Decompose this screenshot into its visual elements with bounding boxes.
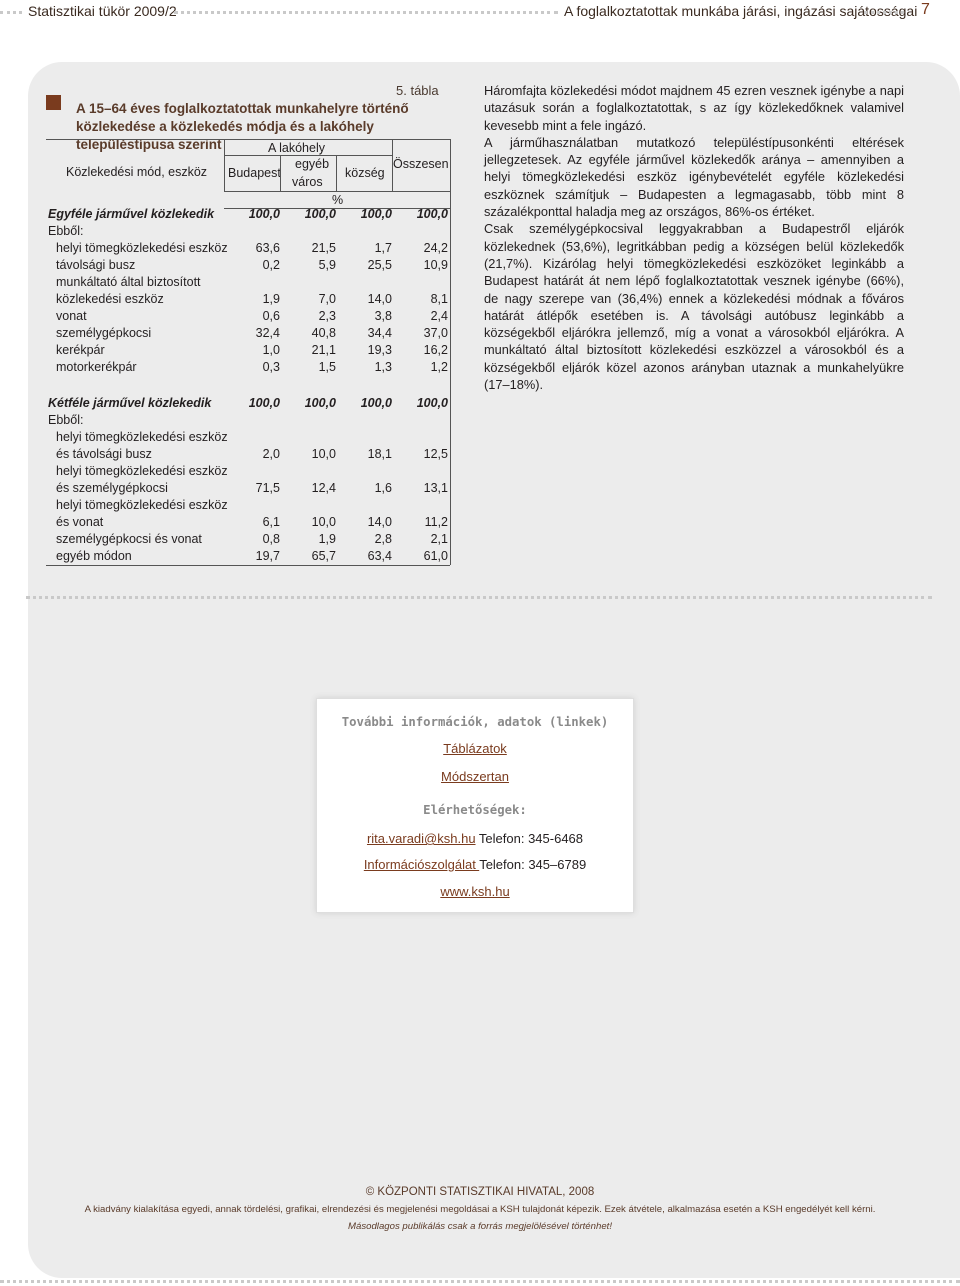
cell-value: 1,7 — [374, 241, 392, 255]
table-row — [48, 413, 448, 430]
cell-value: 18,1 — [367, 447, 392, 461]
cell-value: 71,5 — [255, 481, 280, 495]
row-label: közlekedési eszköz — [56, 292, 164, 306]
row-label: helyi tömegközlekedési eszköz — [56, 498, 228, 512]
header-dots-right — [864, 11, 904, 14]
row-label: helyi tömegközlekedési eszköz — [56, 430, 228, 444]
cell-value: 100,0 — [304, 396, 336, 410]
cell-value: 10,9 — [423, 258, 448, 272]
cell-value: 2,8 — [374, 532, 392, 546]
table-row — [48, 549, 448, 566]
cell-value: 1,2 — [430, 360, 448, 374]
cell-value: 6,1 — [262, 515, 280, 529]
link-modszertan[interactable]: Módszertan — [441, 769, 509, 784]
cell-value: 100,0 — [360, 396, 392, 410]
cell-value: 63,6 — [255, 241, 280, 255]
unit-label: % — [332, 193, 344, 207]
cell-value: 13,1 — [423, 481, 448, 495]
table-row — [48, 326, 448, 343]
col-rule-3 — [336, 156, 337, 192]
cell-value: 14,0 — [367, 292, 392, 306]
cell-value: 100,0 — [304, 207, 336, 221]
cell-value: 0,2 — [262, 258, 280, 272]
table-number: 5. tábla — [396, 83, 439, 98]
cell-value: 100,0 — [248, 207, 280, 221]
cell-value: 0,8 — [262, 532, 280, 546]
cell-value: 1,0 — [262, 343, 280, 357]
cell-value: 0,6 — [262, 309, 280, 323]
cell-value: 32,4 — [255, 326, 280, 340]
cell-value: 40,8 — [311, 326, 336, 340]
table-row — [48, 343, 448, 360]
body-text — [484, 82, 904, 393]
footer-copyright: © KÖZPONTI STATISZTIKAI HIVATAL, 2008 — [365, 1186, 595, 1198]
email-link[interactable]: rita.varadi@ksh.hu — [366, 831, 476, 846]
row-label: személygépkocsi és vonat — [56, 532, 202, 546]
page-number: 7 — [921, 1, 930, 18]
col-header-varos: város — [292, 175, 323, 189]
cell-value: 34,4 — [367, 326, 392, 340]
row-label: munkáltató által biztosított — [56, 275, 201, 289]
table-row — [48, 224, 448, 241]
header-rule-1 — [224, 155, 392, 156]
row-header: Közlekedési mód, eszköz — [66, 165, 208, 179]
table-row — [48, 360, 448, 377]
header-dots-middle — [174, 11, 558, 14]
cell-value: 10,0 — [311, 515, 336, 529]
cell-value: 8,1 — [430, 292, 448, 306]
cell-value: 1,6 — [374, 481, 392, 495]
row-label: Ebből: — [48, 224, 84, 238]
row-label: távolsági busz — [56, 258, 136, 272]
service-phone: Telefon: 345–6789 — [479, 857, 587, 872]
cell-value: 37,0 — [423, 326, 448, 340]
table-row — [48, 258, 448, 275]
cell-value: 2,1 — [430, 532, 448, 546]
table-row — [48, 498, 448, 515]
email-phone: Telefon: 345-6468 — [475, 831, 584, 846]
footer-line1: A kiadvány kialakítása egyedi, annak tördelési, grafikai, elrendezési és megjelenési megoldásai a KSH tulajdonát képezik. Ezek átvétele, alkalmazása esetén a KSH engedélyét kell kérni. — [84, 1204, 876, 1215]
paragraph: Csak személygépkocsival leggyakrabban a Budapestről eljárók közlekednek (53,6%), legritkábban pedig a községen belül közlekedők (21,7%). Kizárólag helyi tömegközlekedési eszközöket leginkább a Budapest határát át nem lépő foglalkoztatottak vesznek igénybe (66%), de nagy szerepe van (36,4%) ennek a közlekedési módnak a főváros határát átlépők esetében is. A távolsági autóbusz leginkább a községekből eljárókra jellemző, míg a vonat a városokból eljárókra. A munkáltató által biztosított közlekedési eszközzel a városokból és a községekből eljárók közel azonos arányban utaznak a munkahelyükre (17–18%). — [484, 221, 904, 393]
contacts-title: Elérhetőségek: — [423, 803, 527, 817]
table-marker-square — [46, 95, 61, 110]
cell-value: 10,0 — [311, 447, 336, 461]
row-label: és vonat — [56, 515, 104, 529]
cell-value: 63,4 — [367, 549, 392, 563]
email-contact — [317, 831, 633, 846]
cell-value: 100,0 — [416, 207, 448, 221]
row-label: Ebből: — [48, 413, 84, 427]
table-right-rule — [450, 139, 451, 565]
table-title-rule — [46, 139, 450, 140]
section-divider-dots — [26, 596, 932, 599]
table-row — [48, 241, 448, 258]
cell-value: 19,3 — [367, 343, 392, 357]
service-link[interactable]: Információszolgálat — [363, 857, 480, 872]
info-box — [316, 698, 634, 913]
col-header-kozseg: község — [345, 166, 385, 180]
row-label: személygépkocsi — [56, 326, 152, 340]
service-contact — [317, 857, 633, 872]
paragraph: Háromfajta közlekedési módot majdnem 45 ezren vesznek igénybe a napi utazásuk során a foglalkoztatottak, s az így közlekedőknek valamivel kevesebb mint a fele ingázó. — [484, 83, 904, 133]
footer-line2: Másodlagos publikálás csak a forrás megjelölésével történhet! — [348, 1221, 612, 1232]
cell-value: 12,4 — [311, 481, 336, 495]
row-label: vonat — [56, 309, 87, 323]
row-label: és távolsági busz — [56, 447, 152, 461]
cell-value: 5,9 — [318, 258, 336, 272]
cell-value: 11,2 — [424, 515, 448, 529]
cell-value: 1,9 — [262, 292, 280, 306]
cell-value: 2,4 — [430, 309, 448, 323]
cell-value: 21,1 — [311, 343, 336, 357]
cell-value: 12,5 — [423, 447, 448, 461]
col-header-egyeb: egyéb — [295, 157, 330, 171]
link-tablazatok[interactable]: Táblázatok — [443, 741, 507, 756]
cell-value: 61,0 — [423, 549, 448, 563]
cell-value: 16,2 — [423, 343, 448, 357]
row-label: egyéb módon — [56, 549, 132, 563]
footer-dots — [0, 1280, 960, 1283]
table-row — [48, 515, 448, 532]
cell-value: 100,0 — [360, 207, 392, 221]
cell-value: 25,5 — [367, 258, 392, 272]
col-header-osszesen: Összesen — [393, 157, 449, 171]
table-row — [48, 532, 448, 549]
cell-value: 2,3 — [318, 309, 336, 323]
cell-value: 3,8 — [374, 309, 392, 323]
cell-value: 1,5 — [318, 360, 336, 374]
cell-value: 21,5 — [311, 241, 336, 255]
cell-value: 65,7 — [311, 549, 336, 563]
cell-value: 2,0 — [262, 447, 280, 461]
cell-value: 24,2 — [423, 241, 448, 255]
table-row — [48, 464, 448, 481]
cell-value: 0,3 — [262, 360, 280, 374]
cell-value: 14,0 — [367, 515, 392, 529]
row-label: és személygépkocsi — [56, 481, 168, 495]
row-label: helyi tömegközlekedési eszköz — [56, 464, 228, 478]
header-rule-2 — [224, 191, 450, 192]
table-row — [48, 292, 448, 309]
table-row — [48, 275, 448, 292]
col-rule-4 — [392, 139, 393, 192]
col-rule-1 — [224, 139, 225, 192]
website-link[interactable]: www.ksh.hu — [440, 884, 510, 899]
table-row — [48, 481, 448, 498]
col-header-budapest: Budapest — [228, 166, 281, 180]
header-right-title: A foglalkoztatottak munkába járási, ingázási sajátosságai — [564, 3, 918, 19]
cell-value: 100,0 — [248, 396, 280, 410]
row-label: kerékpár — [56, 343, 105, 357]
row-label: helyi tömegközlekedési eszköz — [56, 241, 228, 255]
table-row — [48, 430, 448, 447]
cell-value: 1,9 — [318, 532, 336, 546]
row-label: motorkerékpár — [56, 360, 137, 374]
row-label: Kétféle járművel közlekedik — [48, 396, 212, 410]
header-left-title: Statisztikai tükör 2009/2 — [28, 3, 177, 19]
table-title: A 15–64 éves foglalkoztatottak munkahelyre történő közlekedése a közlekedés módja és a lakóhely településtípusa szerint — [76, 101, 409, 152]
table-row — [48, 207, 448, 224]
cell-value: 19,7 — [255, 549, 280, 563]
paragraph: A járműhasználatban mutatkozó településtípusonkénti eltérések jellegzetesek. Az egyféle járművel közlekedők aránya – amennyiben a helyi tömegközlekedési eszköz igénybevételét egyféle közlekedési eszköznek számítjuk – Budapesten a legmagasabb, több mint 8 százalékponttal haladja meg az országos, 86%-os értéket. — [484, 134, 904, 220]
col-rule-2 — [280, 156, 281, 192]
cell-value: 7,0 — [318, 292, 336, 306]
cell-value: 100,0 — [416, 396, 448, 410]
row-label: Egyféle járművel közlekedik — [48, 207, 215, 221]
info-box-title: További információk, adatok (linkek) — [341, 715, 609, 729]
cell-value: 1,3 — [374, 360, 392, 374]
table-row — [48, 396, 448, 413]
table-row — [48, 309, 448, 326]
header-dots-left — [0, 11, 22, 14]
table-row — [48, 447, 448, 464]
group-header-lakohely: A lakóhely — [268, 141, 325, 155]
